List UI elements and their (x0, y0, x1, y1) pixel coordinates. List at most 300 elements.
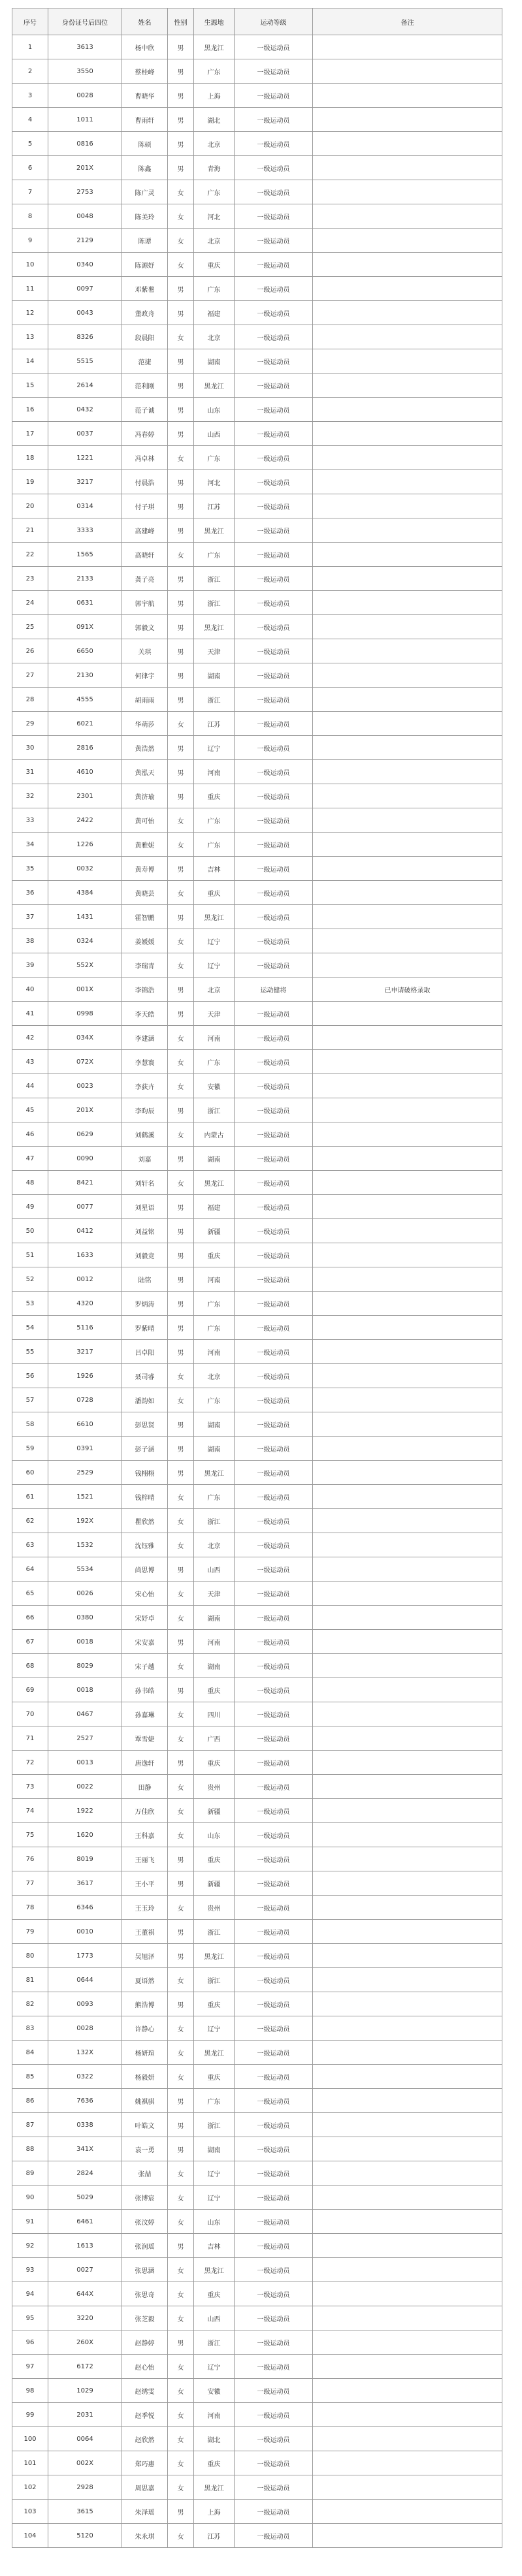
cell-athlete-level: 一级运动员 (235, 2451, 313, 2475)
table-row (12, 1437, 502, 1461)
cell-remarks (313, 1122, 502, 1147)
cell-id-last4: 3550 (48, 59, 122, 84)
cell-remarks (313, 2113, 502, 2137)
cell-athlete-level: 一级运动员 (235, 2282, 313, 2306)
cell-origin: 四川 (194, 1702, 235, 1726)
cell-id-last4: 0629 (48, 1122, 122, 1147)
table-row (12, 881, 502, 905)
cell-athlete-level: 一级运动员 (235, 688, 313, 712)
cell-id-last4: 0018 (48, 1678, 122, 1702)
cell-athlete-level: 一级运动员 (235, 905, 313, 929)
table-row (12, 132, 502, 156)
cell-remarks (313, 2330, 502, 2355)
cell-name: 瞿欣然 (122, 1509, 168, 1533)
cell-gender: 男 (168, 1992, 194, 2016)
table-row (12, 1485, 502, 1509)
table-row (12, 2500, 502, 2524)
table-row (12, 760, 502, 784)
cell-name: 王玉玲 (122, 1896, 168, 1920)
cell-origin: 北京 (194, 132, 235, 156)
cell-origin: 重庆 (194, 1751, 235, 1775)
table-row (12, 567, 502, 591)
cell-id-last4: 5515 (48, 349, 122, 374)
cell-athlete-level: 运动健将 (235, 978, 313, 1002)
table-row (12, 1316, 502, 1340)
cell-index: 16 (12, 398, 48, 422)
cell-index: 80 (12, 1944, 48, 1968)
cell-origin: 广东 (194, 1485, 235, 1509)
cell-remarks (313, 1074, 502, 1098)
cell-id-last4: 1922 (48, 1799, 122, 1823)
cell-name: 李荻卉 (122, 1074, 168, 1098)
cell-gender: 女 (168, 2065, 194, 2089)
table-row (12, 1944, 502, 1968)
cell-remarks (313, 1292, 502, 1316)
cell-athlete-level: 一级运动员 (235, 1195, 313, 1219)
cell-index: 77 (12, 1871, 48, 1896)
cell-gender: 男 (168, 1751, 194, 1775)
cell-remarks (313, 2306, 502, 2330)
cell-index: 56 (12, 1364, 48, 1388)
cell-remarks (313, 1896, 502, 1920)
cell-name: 朱泽瑶 (122, 2500, 168, 2524)
table-row (12, 253, 502, 277)
table-row (12, 2451, 502, 2475)
table-row (12, 1243, 502, 1267)
cell-athlete-level: 一级运动员 (235, 446, 313, 470)
cell-name: 陈广灵 (122, 180, 168, 204)
cell-athlete-level: 一级运动员 (235, 2137, 313, 2161)
cell-index: 90 (12, 2186, 48, 2210)
table-row (12, 1026, 502, 1050)
cell-id-last4: 3333 (48, 518, 122, 543)
cell-index: 51 (12, 1243, 48, 1267)
cell-athlete-level: 一级运动员 (235, 1026, 313, 1050)
cell-remarks (313, 929, 502, 953)
cell-gender: 男 (168, 59, 194, 84)
cell-origin: 黑龙江 (194, 2041, 235, 2065)
cell-athlete-level: 一级运动员 (235, 1122, 313, 1147)
cell-remarks (313, 2500, 502, 2524)
cell-id-last4: 4555 (48, 688, 122, 712)
cell-id-last4: 0013 (48, 1751, 122, 1775)
cell-origin: 天津 (194, 1582, 235, 1606)
cell-gender: 男 (168, 2330, 194, 2355)
cell-gender: 男 (168, 1340, 194, 1364)
cell-gender: 女 (168, 1122, 194, 1147)
cell-index: 23 (12, 567, 48, 591)
cell-athlete-level: 一级运动员 (235, 1582, 313, 1606)
cell-athlete-level: 一级运动员 (235, 1823, 313, 1847)
cell-athlete-level: 一级运动员 (235, 1871, 313, 1896)
table-row (12, 1775, 502, 1799)
cell-remarks (313, 108, 502, 132)
cell-gender: 男 (168, 494, 194, 518)
table-row (12, 1002, 502, 1026)
cell-origin: 重庆 (194, 1847, 235, 1871)
cell-remarks (313, 1461, 502, 1485)
cell-index: 92 (12, 2234, 48, 2258)
cell-id-last4: 2130 (48, 663, 122, 688)
cell-id-last4: 0032 (48, 857, 122, 881)
cell-gender: 女 (168, 1050, 194, 1074)
cell-id-last4: 6650 (48, 639, 122, 663)
cell-index: 1 (12, 35, 48, 59)
cell-name: 赵季悦 (122, 2403, 168, 2427)
cell-name: 霍智鹏 (122, 905, 168, 929)
cell-index: 52 (12, 1267, 48, 1292)
cell-remarks (313, 1678, 502, 1702)
cell-athlete-level: 一级运动员 (235, 784, 313, 808)
cell-gender: 男 (168, 1461, 194, 1485)
cell-origin: 安徽 (194, 2379, 235, 2403)
col-header-gender: 性别 (168, 8, 194, 35)
cell-gender: 女 (168, 2041, 194, 2065)
cell-origin: 广东 (194, 1050, 235, 1074)
cell-name: 钱梓晴 (122, 1485, 168, 1509)
cell-id-last4: 0077 (48, 1195, 122, 1219)
cell-athlete-level: 一级运动员 (235, 180, 313, 204)
table-row (12, 1533, 502, 1557)
cell-id-last4: 1633 (48, 1243, 122, 1267)
cell-gender: 女 (168, 1026, 194, 1050)
cell-athlete-level: 一级运动员 (235, 2355, 313, 2379)
cell-index: 57 (12, 1388, 48, 1412)
cell-id-last4: 6610 (48, 1412, 122, 1437)
cell-origin: 山东 (194, 398, 235, 422)
cell-athlete-level: 一级运动员 (235, 422, 313, 446)
cell-remarks (313, 2210, 502, 2234)
cell-name: 高建峰 (122, 518, 168, 543)
cell-gender: 男 (168, 1678, 194, 1702)
cell-id-last4: 002X (48, 2451, 122, 2475)
cell-gender: 女 (168, 1775, 194, 1799)
cell-origin: 黑龙江 (194, 1171, 235, 1195)
cell-id-last4: 7636 (48, 2089, 122, 2113)
cell-id-last4: 1226 (48, 833, 122, 857)
cell-remarks (313, 1630, 502, 1654)
cell-id-last4: 0631 (48, 591, 122, 615)
cell-name: 黄雅妮 (122, 833, 168, 857)
cell-remarks (313, 1799, 502, 1823)
cell-index: 55 (12, 1340, 48, 1364)
cell-gender: 男 (168, 156, 194, 180)
cell-origin: 黑龙江 (194, 1461, 235, 1485)
cell-athlete-level: 一级运动员 (235, 857, 313, 881)
cell-origin: 山西 (194, 2306, 235, 2330)
cell-origin: 广东 (194, 808, 235, 833)
cell-name: 孙书皓 (122, 1678, 168, 1702)
cell-athlete-level: 一级运动员 (235, 1437, 313, 1461)
cell-gender: 男 (168, 470, 194, 494)
cell-id-last4: 0048 (48, 204, 122, 229)
cell-origin: 北京 (194, 229, 235, 253)
cell-gender: 女 (168, 253, 194, 277)
cell-id-last4: 0093 (48, 1992, 122, 2016)
cell-athlete-level: 一级运动员 (235, 1292, 313, 1316)
cell-id-last4: 034X (48, 1026, 122, 1050)
cell-id-last4: 8029 (48, 1654, 122, 1678)
cell-origin: 重庆 (194, 253, 235, 277)
cell-gender: 男 (168, 1630, 194, 1654)
table-row (12, 1871, 502, 1896)
table-row (12, 736, 502, 760)
cell-index: 34 (12, 833, 48, 857)
cell-athlete-level: 一级运动员 (235, 2330, 313, 2355)
cell-origin: 重庆 (194, 1992, 235, 2016)
cell-id-last4: 0380 (48, 1606, 122, 1630)
cell-origin: 广东 (194, 833, 235, 857)
cell-index: 70 (12, 1702, 48, 1726)
cell-id-last4: 0338 (48, 2113, 122, 2137)
cell-name: 华萌莎 (122, 712, 168, 736)
cell-index: 54 (12, 1316, 48, 1340)
table-row (12, 2403, 502, 2427)
cell-name: 范子诚 (122, 398, 168, 422)
cell-name: 熊浩博 (122, 1992, 168, 2016)
cell-gender: 女 (168, 881, 194, 905)
cell-name: 宋妤卓 (122, 1606, 168, 1630)
cell-remarks (313, 688, 502, 712)
cell-athlete-level: 一级运动员 (235, 2161, 313, 2186)
cell-id-last4: 0097 (48, 277, 122, 301)
cell-gender: 女 (168, 2427, 194, 2451)
cell-remarks (313, 349, 502, 374)
cell-index: 35 (12, 857, 48, 881)
cell-origin: 广东 (194, 1316, 235, 1340)
cell-gender: 男 (168, 35, 194, 59)
cell-id-last4: 2129 (48, 229, 122, 253)
cell-name: 张博宸 (122, 2186, 168, 2210)
cell-athlete-level: 一级运动员 (235, 663, 313, 688)
cell-athlete-level: 一级运动员 (235, 615, 313, 639)
cell-remarks (313, 808, 502, 833)
cell-origin: 浙江 (194, 688, 235, 712)
table-row (12, 374, 502, 398)
cell-name: 郭宇航 (122, 591, 168, 615)
cell-remarks (313, 1944, 502, 1968)
cell-gender: 男 (168, 2137, 194, 2161)
cell-gender: 男 (168, 639, 194, 663)
cell-index: 29 (12, 712, 48, 736)
cell-remarks (313, 1992, 502, 2016)
cell-id-last4: 1521 (48, 1485, 122, 1509)
cell-index: 27 (12, 663, 48, 688)
cell-origin: 湖南 (194, 2137, 235, 2161)
cell-remarks (313, 1412, 502, 1437)
cell-athlete-level: 一级运动员 (235, 1726, 313, 1751)
cell-gender: 男 (168, 1871, 194, 1896)
cell-name: 胡雨雨 (122, 688, 168, 712)
cell-id-last4: 2133 (48, 567, 122, 591)
cell-gender: 女 (168, 1485, 194, 1509)
cell-athlete-level: 一级运动员 (235, 108, 313, 132)
cell-id-last4: 3615 (48, 2500, 122, 2524)
cell-athlete-level: 一级运动员 (235, 929, 313, 953)
cell-id-last4: 0340 (48, 253, 122, 277)
cell-gender: 男 (168, 784, 194, 808)
table-row (12, 929, 502, 953)
cell-name: 黄可怡 (122, 808, 168, 833)
cell-origin: 重庆 (194, 881, 235, 905)
cell-gender: 男 (168, 2113, 194, 2137)
table-row (12, 712, 502, 736)
table-row (12, 663, 502, 688)
cell-name: 李瑞青 (122, 953, 168, 978)
cell-gender: 女 (168, 229, 194, 253)
cell-index: 20 (12, 494, 48, 518)
cell-index: 87 (12, 2113, 48, 2137)
cell-name: 田静 (122, 1775, 168, 1799)
cell-id-last4: 2031 (48, 2403, 122, 2427)
cell-name: 杨妍瑄 (122, 2041, 168, 2065)
cell-index: 36 (12, 881, 48, 905)
cell-origin: 广东 (194, 446, 235, 470)
cell-name: 范捷 (122, 349, 168, 374)
cell-remarks (313, 1847, 502, 1871)
table-row (12, 398, 502, 422)
cell-remarks (313, 1509, 502, 1533)
cell-id-last4: 3613 (48, 35, 122, 59)
table-row (12, 2234, 502, 2258)
table-row (12, 277, 502, 301)
cell-id-last4: 8421 (48, 1171, 122, 1195)
cell-index: 15 (12, 374, 48, 398)
cell-id-last4: 2753 (48, 180, 122, 204)
col-header-id-last4: 身份证号后四位 (48, 8, 122, 35)
cell-remarks (313, 2282, 502, 2306)
cell-origin: 浙江 (194, 1509, 235, 1533)
cell-origin: 北京 (194, 1364, 235, 1388)
cell-athlete-level: 一级运动员 (235, 1775, 313, 1799)
cell-remarks (313, 2403, 502, 2427)
cell-id-last4: 644X (48, 2282, 122, 2306)
cell-remarks (313, 1775, 502, 1799)
table-row (12, 1896, 502, 1920)
cell-origin: 河南 (194, 1026, 235, 1050)
cell-athlete-level: 一级运动员 (235, 398, 313, 422)
cell-index: 38 (12, 929, 48, 953)
cell-origin: 江苏 (194, 712, 235, 736)
cell-id-last4: 4320 (48, 1292, 122, 1316)
cell-name: 刘鹤溪 (122, 1122, 168, 1147)
cell-remarks (313, 2041, 502, 2065)
cell-gender: 男 (168, 1847, 194, 1871)
cell-id-last4: 0391 (48, 1437, 122, 1461)
cell-athlete-level: 一级运动员 (235, 1702, 313, 1726)
table-row (12, 1074, 502, 1098)
cell-id-last4: 0010 (48, 1920, 122, 1944)
cell-name: 宋心怡 (122, 1582, 168, 1606)
cell-index: 61 (12, 1485, 48, 1509)
cell-name: 李建涵 (122, 1026, 168, 1050)
cell-index: 62 (12, 1509, 48, 1533)
cell-gender: 女 (168, 180, 194, 204)
cell-athlete-level: 一级运动员 (235, 2113, 313, 2137)
cell-origin: 重庆 (194, 1243, 235, 1267)
cell-gender: 男 (168, 1267, 194, 1292)
cell-origin: 辽宁 (194, 736, 235, 760)
table-row (12, 2065, 502, 2089)
cell-gender: 女 (168, 1533, 194, 1557)
cell-index: 26 (12, 639, 48, 663)
table-row (12, 156, 502, 180)
cell-name: 陈谭 (122, 229, 168, 253)
cell-remarks (313, 857, 502, 881)
cell-index: 91 (12, 2210, 48, 2234)
cell-gender: 女 (168, 1896, 194, 1920)
cell-athlete-level: 一级运动员 (235, 2186, 313, 2210)
table-row (12, 1098, 502, 1122)
cell-gender: 女 (168, 2379, 194, 2403)
cell-id-last4: 0026 (48, 1582, 122, 1606)
cell-athlete-level: 一级运动员 (235, 712, 313, 736)
cell-origin: 安徽 (194, 1074, 235, 1098)
cell-athlete-level: 一级运动员 (235, 1002, 313, 1026)
cell-gender: 男 (168, 567, 194, 591)
cell-id-last4: 0043 (48, 301, 122, 325)
cell-origin: 河北 (194, 204, 235, 229)
cell-athlete-level: 一级运动员 (235, 1992, 313, 2016)
cell-id-last4: 8019 (48, 1847, 122, 1871)
cell-origin: 河北 (194, 470, 235, 494)
cell-name: 黄寿博 (122, 857, 168, 881)
cell-remarks (313, 736, 502, 760)
cell-origin: 广东 (194, 180, 235, 204)
cell-name: 杨毅妍 (122, 2065, 168, 2089)
cell-index: 47 (12, 1147, 48, 1171)
cell-name: 刘嘉 (122, 1147, 168, 1171)
cell-remarks (313, 1606, 502, 1630)
cell-remarks (313, 398, 502, 422)
cell-name: 何律宇 (122, 663, 168, 688)
roster-table (12, 8, 502, 2548)
cell-gender: 女 (168, 1074, 194, 1098)
cell-gender: 女 (168, 325, 194, 349)
cell-index: 7 (12, 180, 48, 204)
cell-origin: 山东 (194, 1823, 235, 1847)
cell-name: 姜媛媛 (122, 929, 168, 953)
cell-athlete-level: 一级运动员 (235, 881, 313, 905)
cell-gender: 男 (168, 1292, 194, 1316)
cell-name: 王董祺 (122, 1920, 168, 1944)
cell-origin: 福建 (194, 1195, 235, 1219)
cell-id-last4: 341X (48, 2137, 122, 2161)
cell-remarks (313, 1388, 502, 1412)
cell-remarks (313, 1026, 502, 1050)
cell-name: 刘毅竞 (122, 1243, 168, 1267)
cell-remarks (313, 639, 502, 663)
cell-origin: 辽宁 (194, 953, 235, 978)
cell-gender: 女 (168, 1726, 194, 1751)
cell-remarks (313, 1171, 502, 1195)
cell-remarks (313, 2524, 502, 2548)
cell-name: 李昀辰 (122, 1098, 168, 1122)
cell-index: 104 (12, 2524, 48, 2548)
cell-index: 100 (12, 2427, 48, 2451)
table-row (12, 1606, 502, 1630)
cell-gender: 男 (168, 1920, 194, 1944)
cell-gender: 男 (168, 2234, 194, 2258)
table-row (12, 615, 502, 639)
cell-remarks (313, 422, 502, 446)
cell-origin: 重庆 (194, 2451, 235, 2475)
cell-athlete-level: 一级运动员 (235, 2210, 313, 2234)
cell-index: 71 (12, 1726, 48, 1751)
cell-athlete-level: 一级运动员 (235, 1219, 313, 1243)
cell-name: 张汶婷 (122, 2210, 168, 2234)
cell-id-last4: 091X (48, 615, 122, 639)
